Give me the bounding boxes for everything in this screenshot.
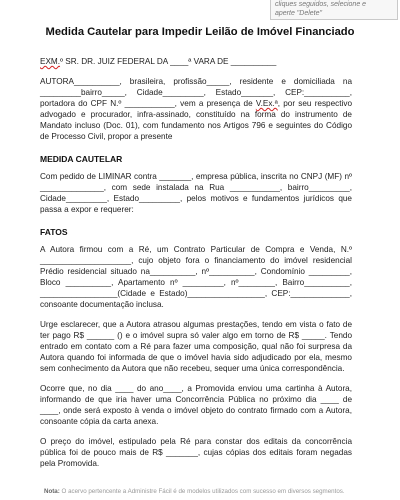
section-paragraph: Com pedido de LIMINAR contra _______, empresa pública, inscrita no CNPJ (MF) nº ______________, com sede instalada na Rua ___________, bairro_________, Cidade_________, Estado_________, pelos motivos e fundamentos jurídicos que passa a expor e requerer:	[40, 172, 352, 214]
fatos-paragraph-4: O preço do imóvel, estipulado pela Ré para constar dos editais da concorrência pública foi de pouco mais de R$ _______, cujas cópias dos editais foram negadas pela Promovida.	[40, 437, 352, 468]
document-body	[40, 56, 352, 469]
instruction-tooltip: cliques seguidos, selecione e aperte "Delete"	[270, 0, 398, 20]
misspelled-word: V.Ex.ª	[255, 99, 278, 108]
fatos-paragraph-1: A Autora firmou com a Ré, um Contrato Particular de Compra e Venda, N.º ____________________, cujo objeto fora o financiamento do imóvel residencial Prédio residencial situado na__________, nº__________, Condomínio _________, Bloco __________, Apartamento nº _________, nº________, Bairro__________, _________________(Cidade e Estado)_________________, CEP:_____________, consoante documentação inclusa.	[40, 245, 352, 309]
address-line	[40, 56, 352, 67]
section-heading-medida-cautelar: MEDIDA CAUTELAR	[40, 154, 123, 164]
misspelled-word: EXM.	[40, 57, 61, 66]
intro-text-2: , por seu respectivo advogado e procurador, infra-assinado, constituído na forma do instrumento de Mandato incluso (Doc. 01), com fundamento nos Artigos 796 e seguintes do Código de Processo Civil, propor a presente	[40, 99, 353, 141]
intro-text-1: AUTORA__________, brasileira, profissão_____, residente e domiciliada na _________bairro_____, Cidade_________, Estado_______, CEP:__________, portadora do CPF N.º ___________, vem a presença de	[40, 77, 352, 108]
footer-note-text: O acervo pertencente a Administre Fácil é de modelos utilizados com sucesso em diversos segmentos.	[59, 488, 345, 495]
footer-note	[44, 488, 384, 495]
document-title: Medida Cautelar para Impedir Leilão de Imóvel Financiado	[45, 26, 355, 38]
address-text: º SR. DR. JUIZ FEDERAL DA ____ª VARA DE __________	[60, 57, 277, 66]
fatos-paragraph-3: Ocorre que, no dia ____ do ano____, a Promovida enviou uma cartinha à Autora, informando de que iria haver uma Concorrência Pública no próximo dia ____ de ____, onde será exposto à venda o imóvel objeto do contrato firmado com a Autora, consoante cópia da carta anexa.	[40, 384, 352, 426]
footer-note-label: Nota:	[44, 488, 60, 495]
intro-paragraph	[40, 76, 352, 142]
section-heading-fatos: FATOS	[40, 227, 68, 237]
fatos-paragraph-2: Urge esclarecer, que a Autora atrasou algumas prestações, tendo em vista o fato de ter pago R$ ______ () e o imóvel supra só valer algo em torno de R$ _____. Tendo entrado em contato com a Ré para fazer uma composição, qual não foi surpresa da Autora quando foi informada de que o imóvel havia sido adjudicado por ela, mesmo sem conhecimento da Autora que não recebeu, sequer uma única correspondência.	[40, 320, 352, 373]
